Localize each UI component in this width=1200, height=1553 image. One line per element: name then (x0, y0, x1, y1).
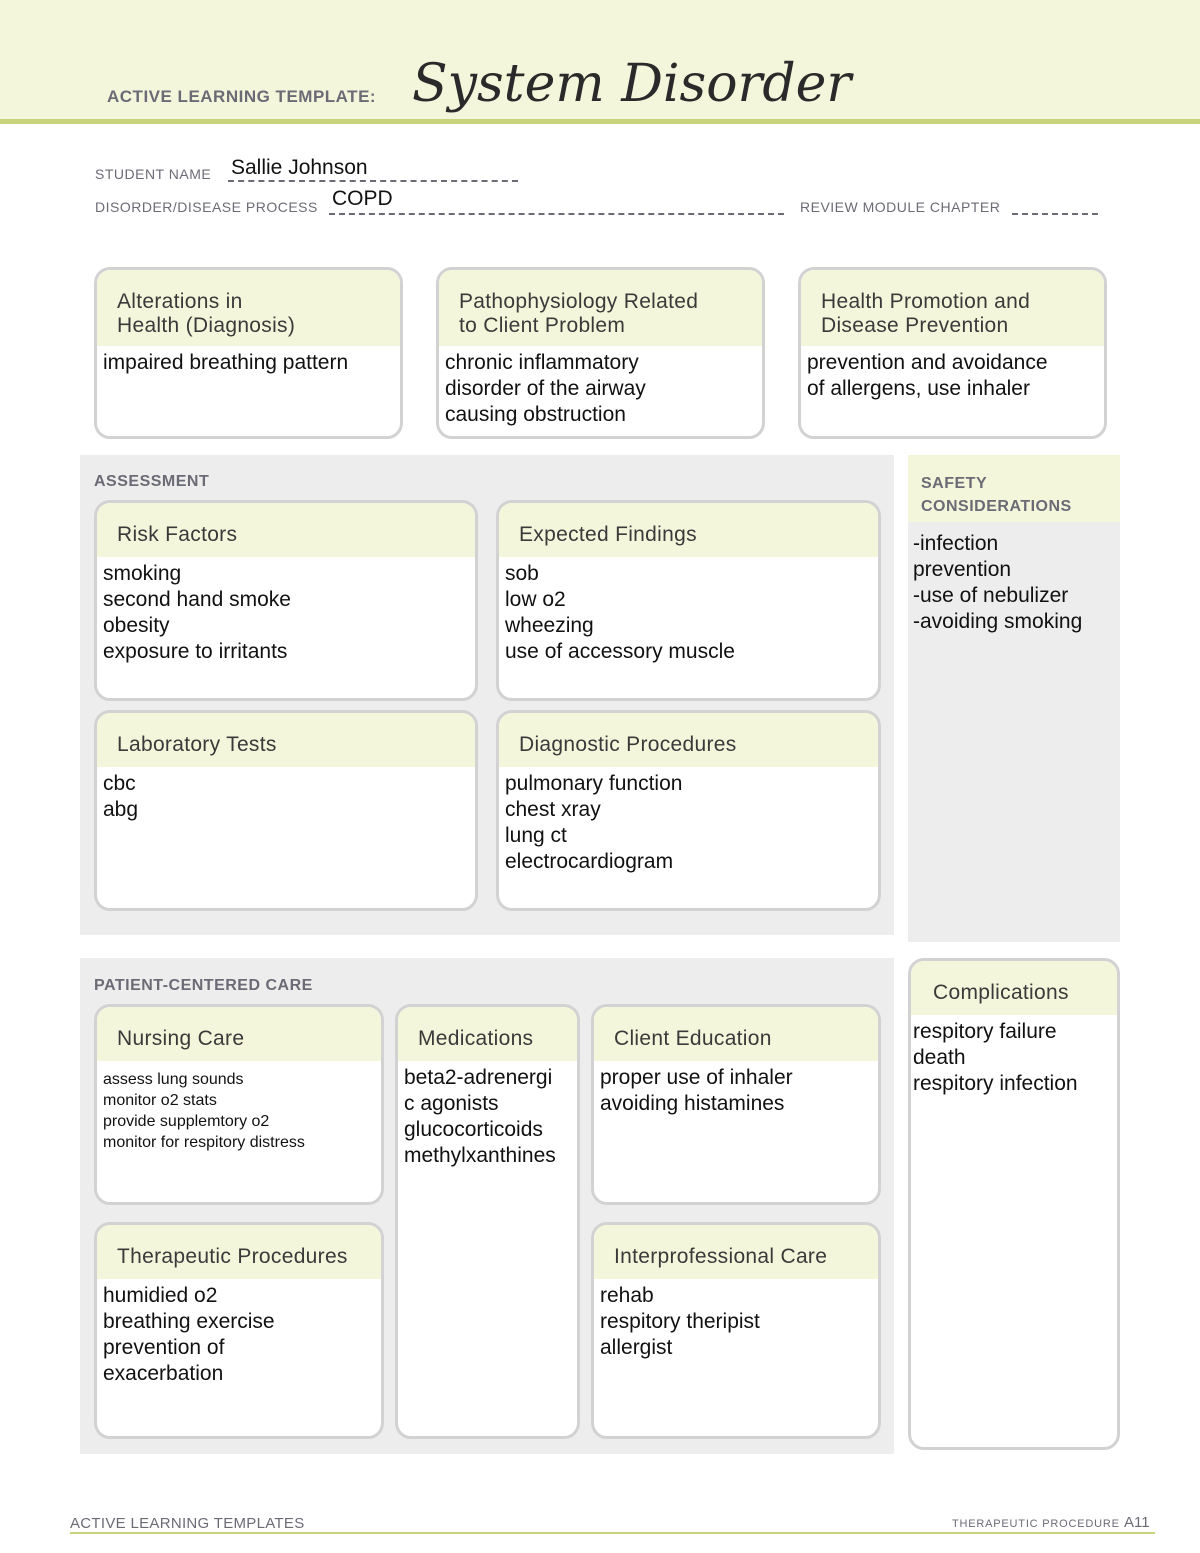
alterations-card (94, 267, 403, 439)
safety-considerations-body[interactable]: -infection prevention -use of nebulizer -avoiding smoking (913, 532, 1083, 633)
medications-title: Medications (398, 1007, 577, 1061)
diagnostic-procedures-title: Diagnostic Procedures (499, 713, 878, 767)
student-name-field[interactable]: Sallie Johnson (231, 156, 368, 179)
client-education-body[interactable]: proper use of inhaler avoiding histamines (600, 1066, 793, 1115)
interprofessional-care-title: Interprofessional Care (594, 1225, 878, 1279)
laboratory-tests-title: Laboratory Tests (97, 713, 475, 767)
student-name-label: STUDENT NAME (95, 166, 212, 182)
diagnostic-procedures-card (496, 710, 881, 911)
alterations-body[interactable]: impaired breathing pattern (103, 351, 349, 374)
expected-findings-card (496, 500, 881, 701)
alterations-title: Alterations in Health (Diagnosis) (97, 270, 400, 346)
laboratory-tests-body[interactable]: cbc abg (103, 772, 139, 821)
expected-findings-body[interactable]: sob low o2 wheezing use of accessory muscle (505, 562, 735, 663)
template-label: ACTIVE LEARNING TEMPLATE: (107, 87, 377, 106)
client-education-title: Client Education (594, 1007, 878, 1061)
interprofessional-care-body[interactable]: rehab respitory theripist allergist (600, 1284, 760, 1359)
safety-considerations-title: SAFETY CONSIDERATIONS (908, 455, 1120, 522)
diagnostic-procedures-body[interactable]: pulmonary function chest xray lung ct electrocardiogram (505, 772, 683, 873)
page-title: System Disorder (412, 54, 852, 114)
safety-considerations-panel (908, 455, 1120, 942)
expected-findings-title: Expected Findings (499, 503, 878, 557)
pathophysiology-title: Pathophysiology Related to Client Problem (439, 270, 762, 346)
interprofessional-care-card (591, 1222, 881, 1439)
risk-factors-body[interactable]: smoking second hand smoke obesity exposure to irritants (103, 562, 291, 663)
footer-right-label: THERAPEUTIC PROCEDURE (952, 1518, 1120, 1530)
complications-card (908, 958, 1120, 1450)
nursing-care-card (94, 1004, 384, 1205)
nursing-care-title: Nursing Care (97, 1007, 381, 1061)
laboratory-tests-card (94, 710, 478, 911)
therapeutic-procedures-title: Therapeutic Procedures (97, 1225, 381, 1279)
health-promotion-card (798, 267, 1107, 439)
therapeutic-procedures-body[interactable]: humidied o2 breathing exercise prevention of exacerbation (103, 1284, 275, 1385)
footer-left-label: ACTIVE LEARNING TEMPLATES (70, 1515, 305, 1532)
disorder-underline (329, 213, 784, 215)
review-module-underline (1012, 213, 1098, 215)
medications-body[interactable]: beta2-adrenergi c agonists glucocorticoids methylxanthines (404, 1066, 556, 1167)
risk-factors-title: Risk Factors (97, 503, 475, 557)
footer-rule (70, 1532, 1155, 1534)
pathophysiology-body[interactable]: chronic inflammatory disorder of the airway causing obstruction (445, 351, 646, 426)
risk-factors-card (94, 500, 478, 701)
medications-card (395, 1004, 580, 1439)
assessment-label: ASSESSMENT (94, 473, 210, 490)
health-promotion-body[interactable]: prevention and avoidance of allergens, use inhaler (807, 351, 1048, 400)
client-education-card (591, 1004, 881, 1205)
nursing-care-body[interactable]: assess lung sounds monitor o2 stats provide supplemtory o2 monitor for respitory distress (103, 1071, 305, 1151)
complications-title: Complications (911, 961, 1117, 1015)
pathophysiology-card (436, 267, 765, 439)
health-promotion-title: Health Promotion and Disease Prevention (801, 270, 1104, 346)
patient-centered-care-label: PATIENT-CENTERED CARE (94, 977, 313, 994)
disorder-label: DISORDER/DISEASE PROCESS (95, 199, 318, 215)
therapeutic-procedures-card (94, 1222, 384, 1439)
review-module-label: REVIEW MODULE CHAPTER (800, 199, 1001, 215)
disorder-field[interactable]: COPD (332, 187, 393, 210)
complications-body[interactable]: respitory failure death respitory infection (913, 1020, 1078, 1095)
student-name-underline (228, 180, 518, 182)
footer-page-number: A11 (1124, 1514, 1150, 1531)
